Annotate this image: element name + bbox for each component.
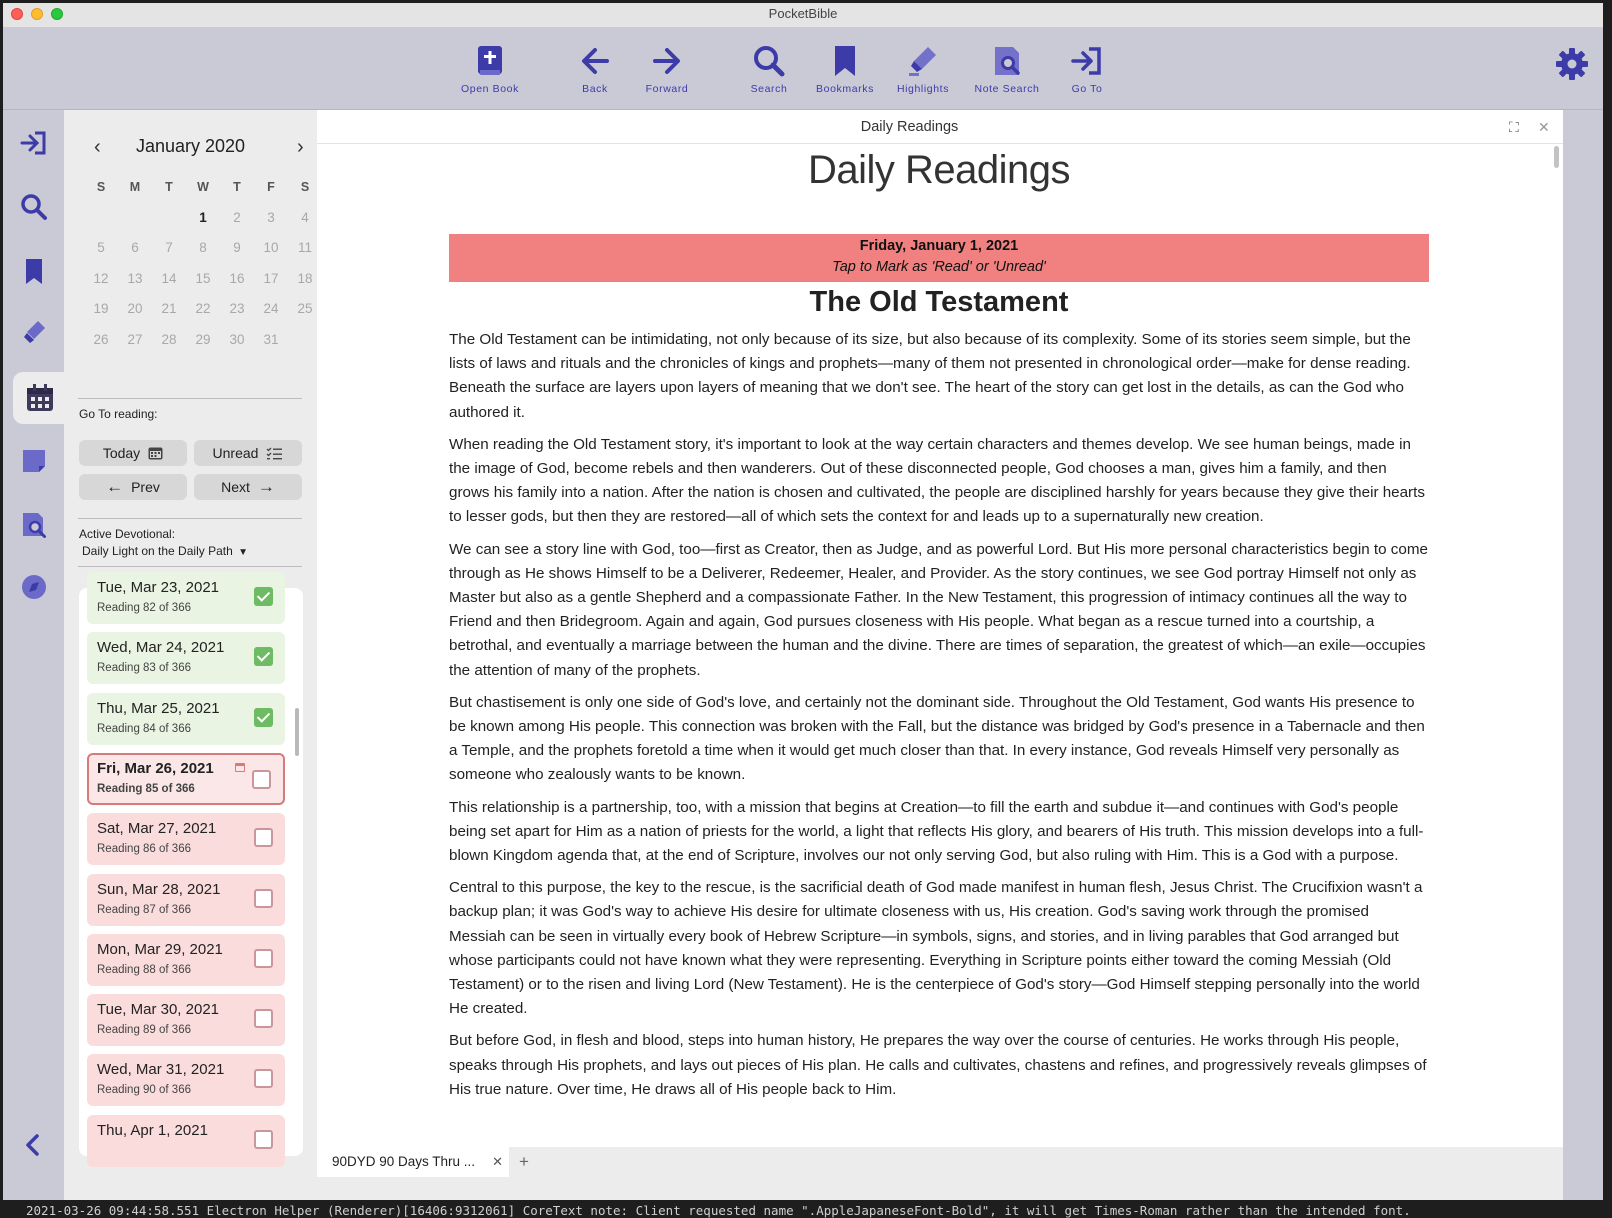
reading-number: Reading 88 of 366 xyxy=(97,963,191,976)
search-label: Search xyxy=(750,83,788,95)
main-toolbar xyxy=(3,27,1603,110)
arrow-right-icon: → xyxy=(257,477,275,496)
calendar-day[interactable]: 17 xyxy=(263,270,279,286)
weekday-label: T xyxy=(165,180,173,195)
divider xyxy=(78,518,302,519)
reading-paragraph: This relationship is a partnership, too, with a mission that begins at Creation—to fill the earth and subdue it—and continues with God's people being set apart for Him as a nation of priests for the world, a light that reflects His glory, and bearers of His truth. This mission develops into a full-blown Kingdom agenda that, at the end of Scripture, involves our not only serving God, but also ruling with Him. This is a God with a purpose. xyxy=(449,798,1424,865)
close-tab-icon[interactable]: ✕ xyxy=(492,1154,503,1169)
goto-icon[interactable] xyxy=(19,128,49,158)
calendar-day[interactable]: 16 xyxy=(229,270,245,286)
back-button[interactable] xyxy=(575,43,615,95)
weekday-label: S xyxy=(96,180,106,195)
calendar-week-row xyxy=(84,233,324,263)
reading-date: Thu, Apr 1, 2021 xyxy=(97,1121,208,1139)
calendar-month-label: January 2020 xyxy=(135,136,246,156)
calendar-day[interactable]: 13 xyxy=(127,270,143,286)
go-to-label: Go To xyxy=(1071,83,1103,95)
calendar-week-row xyxy=(84,202,324,232)
calendar-day[interactable]: 9 xyxy=(233,240,241,256)
calendar-day[interactable]: 19 xyxy=(93,301,109,317)
prev-label: Prev xyxy=(131,479,160,495)
reading-number: Reading 86 of 366 xyxy=(97,843,191,856)
goto-icon xyxy=(1069,43,1105,79)
calendar-day[interactable]: 18 xyxy=(297,270,313,286)
calendar-day[interactable]: 15 xyxy=(195,270,211,286)
today-label: Today xyxy=(102,445,141,461)
search-icon xyxy=(751,43,787,79)
reading-date: Mon, Mar 29, 2021 xyxy=(97,940,223,958)
reading-paragraph: But chastisement is only one side of God's love, and certainly not the dominant side. Throughout the Old Testament, God wants His presence to be known among His people. This connection was broken with the Fall, but the distance was bridged by God's presence in a Tabernacle and then a Temple, and the prophets foretold a time when it would get much closer than that. In every instance, God reveals Himself very personally as someone who zealously wants to be known. xyxy=(449,693,1425,784)
reading-body xyxy=(449,328,1429,1110)
calendar-day[interactable]: 12 xyxy=(93,270,109,286)
reading-list-item[interactable] xyxy=(87,572,285,624)
calendar-icon[interactable] xyxy=(25,383,55,413)
read-checkbox[interactable] xyxy=(254,949,273,968)
calendar-day[interactable]: 2 xyxy=(233,210,241,226)
reading-number: Reading 89 of 366 xyxy=(97,1024,191,1037)
chevron-down-icon: ▼ xyxy=(238,547,248,558)
reading-paragraph: When reading the Old Testament story, it's important to look at the way certain characters and themes develop. We see human beings, made in the image of God, become rebels and then wanderers. Out of these disconnected people, God chooses a man, gives him a family, and then grows his family into a nation. After the nation is chosen and cultivated, the people are disciplined harshly for years because they give their hearts to lesser gods, but then they are restored—all of which sets the context for and leads up to a supernaturally new creation. xyxy=(449,435,1425,526)
calendar-day[interactable]: 30 xyxy=(229,331,245,347)
calendar-day[interactable]: 4 xyxy=(301,210,309,226)
read-checkbox[interactable] xyxy=(252,770,271,789)
reading-list-item[interactable] xyxy=(87,994,285,1046)
bookmarks-button[interactable] xyxy=(813,43,877,95)
next-month-button[interactable]: › xyxy=(297,136,304,158)
calendar-day[interactable]: 24 xyxy=(263,301,279,317)
reading-list-item[interactable] xyxy=(87,1115,285,1167)
prev-reading-button[interactable] xyxy=(79,474,187,500)
left-rail xyxy=(3,110,64,1200)
read-checkbox[interactable] xyxy=(254,587,273,606)
window-title: PocketBible xyxy=(768,6,838,21)
reading-date: Sat, Mar 27, 2021 xyxy=(97,820,217,838)
calendar-day[interactable]: 26 xyxy=(93,331,109,347)
highlights-button[interactable] xyxy=(891,43,955,95)
banner-date: Friday, January 1, 2021 xyxy=(859,238,1019,254)
note-icon[interactable] xyxy=(19,446,49,476)
weekday-label: M xyxy=(129,180,141,195)
reading-date: Tue, Mar 23, 2021 xyxy=(97,579,220,596)
document-tab[interactable] xyxy=(317,1147,509,1177)
compass-icon[interactable] xyxy=(19,572,49,602)
next-label: Next xyxy=(221,479,250,495)
today-calendar-icon xyxy=(235,763,245,772)
active-devotional-label: Active Devotional: xyxy=(79,527,176,541)
calendar-day[interactable]: 6 xyxy=(131,240,139,256)
calendar-week-row xyxy=(84,263,324,293)
go-to-button[interactable] xyxy=(1067,43,1107,95)
read-checkbox[interactable] xyxy=(254,708,273,727)
note-search-icon xyxy=(989,43,1025,79)
unread-label: Unread xyxy=(212,445,259,461)
calendar-day[interactable]: 7 xyxy=(165,240,173,256)
reading-date: Tue, Mar 30, 2021 xyxy=(97,1001,220,1019)
reading-list-item[interactable] xyxy=(87,1054,285,1106)
reading-list-item[interactable] xyxy=(87,753,285,805)
banner-instruction: Tap to Mark as 'Read' or 'Unread' xyxy=(832,259,1046,275)
weekday-label: W xyxy=(197,180,209,195)
reading-number: Reading 90 of 366 xyxy=(97,1084,191,1097)
title-bar xyxy=(3,3,1603,27)
calendar-day[interactable]: 20 xyxy=(127,301,143,317)
calendar-day[interactable]: 28 xyxy=(161,331,177,347)
reading-list-item[interactable] xyxy=(87,693,285,745)
calendar-day[interactable]: 29 xyxy=(195,331,211,347)
daily-readings-pane xyxy=(317,110,1563,1200)
forward-label: Forward xyxy=(645,83,689,95)
reading-plan-sidebar xyxy=(64,110,317,1200)
calendar-day[interactable]: 27 xyxy=(127,331,143,347)
highlighter-icon xyxy=(905,43,941,79)
divider xyxy=(78,566,302,567)
calendar-day[interactable]: 5 xyxy=(97,240,105,256)
mark-read-banner[interactable] xyxy=(449,234,1429,282)
calendar-week-row xyxy=(84,294,324,324)
console-output: 2021-03-26 09:44:58.551 Electron Helper (Renderer)[16406:9312061] CoreText note: Client requested name ".AppleJapaneseFont-Bold", it will get Times-Roman rather than the intended font. xyxy=(0,1200,1612,1215)
reading-number: Reading 82 of 366 xyxy=(97,602,191,614)
read-checkbox[interactable] xyxy=(254,889,273,908)
reading-list[interactable] xyxy=(79,579,303,1156)
reading-date: Wed, Mar 31, 2021 xyxy=(97,1061,225,1079)
app-window xyxy=(3,3,1603,1200)
unread-button[interactable] xyxy=(194,440,302,466)
calendar-day[interactable]: 8 xyxy=(199,240,207,256)
pane-title: Daily Readings xyxy=(860,119,959,135)
reading-number: Reading 84 of 366 xyxy=(97,722,191,735)
reading-paragraph: Central to this purpose, the key to the rescue, is the sacrificial death of God made manifest in human flesh, Jesus Christ. The Crucifixion wasn't a backup plan; it was God's way to achieve His desire for ultimate closeness with us, His creation. God's saving work through the promised Messiah can be seen in virtually every book of Hebrew Scripture—in symbols, signs, and stories, and in living parables that God arranged but whose participants could not have known what they were representing. Everything in Scripture points either toward the coming Messiah (Old Testament) or to the risen and living Lord (New Testament). He is the centerpiece of God's story—God Himself stepping personally into the world He created. xyxy=(449,879,1423,1018)
add-tab-button[interactable]: + xyxy=(519,1152,529,1171)
minimize-window-button[interactable] xyxy=(31,8,43,20)
open-book-icon xyxy=(472,43,508,79)
calendar-grid xyxy=(84,172,324,354)
divider xyxy=(317,143,1563,144)
right-edge xyxy=(1563,110,1603,1200)
reading-number: Reading 85 of 366 xyxy=(97,782,195,795)
reading-list-item[interactable] xyxy=(87,632,285,684)
search-button[interactable] xyxy=(747,43,791,95)
read-checkbox[interactable] xyxy=(254,1130,273,1149)
reading-paragraph: We can see a story line with God, too—first as Creator, then as Judge, and as powerful Lord. But His more personal characteristics begin to come through as He shows Himself to be a Deliverer, Redeemer, Healer, and Provider. As the story continues, we see God portray Himself not only as Master but also as a gentle Shepherd and a compassionate Father. In the New Testament, this progression of intimacy continues all the way to Friend and then Bridegroom. Again and again, God pursues closeness with His people. What began as a rescue turned into a courtship, a betrothal, and eventually a marriage between the human and the divine. There are times of separation, the greatest of which—an exile—occupies the attention of many of the prophets. xyxy=(449,540,1428,679)
prev-month-button[interactable]: ‹ xyxy=(94,136,101,158)
reading-date: Thu, Mar 25, 2021 xyxy=(97,699,220,717)
reading-paragraph: But before God, in flesh and blood, steps into human history, He prepares the way over the course of centuries. He works through His people, speaks through His prophets, and lays out pieces of His plan. He calls and cultivates, chastens and refines, and progressively reveals glimpses of His true nature. Over time, He draws all of His people back to Him. xyxy=(449,1032,1427,1098)
weekday-header-row xyxy=(84,172,324,202)
weekday-label: T xyxy=(233,180,241,195)
calendar-day[interactable]: 22 xyxy=(195,301,211,317)
tab-bar xyxy=(317,1147,1563,1200)
arrow-right-icon xyxy=(649,43,685,79)
reading-list-item[interactable] xyxy=(87,934,285,986)
reading-list-scrollbar[interactable] xyxy=(295,708,299,756)
calendar-icon xyxy=(148,446,163,460)
next-reading-button[interactable] xyxy=(194,474,302,500)
reading-list-item[interactable] xyxy=(87,874,285,926)
open-book-button[interactable] xyxy=(458,43,522,95)
today-button[interactable] xyxy=(79,440,187,466)
read-checkbox[interactable] xyxy=(254,1069,273,1088)
calendar-day[interactable]: 10 xyxy=(263,240,279,256)
bookmarks-label: Bookmarks xyxy=(816,83,874,95)
checklist-icon xyxy=(266,446,283,460)
forward-button[interactable] xyxy=(643,43,691,95)
goto-reading-label: Go To reading: xyxy=(79,407,158,421)
reading-list-item[interactable] xyxy=(87,813,285,865)
arrow-left-icon: ← xyxy=(106,477,124,496)
bookmark-icon xyxy=(827,43,863,79)
collapse-sidebar-icon[interactable] xyxy=(19,1130,49,1160)
reading-date: Fri, Mar 26, 2021 xyxy=(97,759,214,777)
document-tab-label: 90DYD 90 Days Thru ... xyxy=(332,1154,476,1169)
highlighter-icon[interactable] xyxy=(19,318,49,348)
maximize-window-button[interactable] xyxy=(51,8,63,20)
arrow-left-icon xyxy=(577,43,613,79)
calendar-day[interactable]: 23 xyxy=(229,301,245,317)
reading-number: Reading 87 of 366 xyxy=(97,903,191,916)
divider xyxy=(78,398,302,399)
calendar-day[interactable]: 3 xyxy=(267,210,275,226)
devotional-selected-value: Daily Light on the Daily Path xyxy=(82,544,233,558)
back-label: Back xyxy=(582,83,608,95)
reading-paragraph: The Old Testament can be intimidating, not only because of its size, but also because of its complexity. Some of its stories seem simple, but the lists of laws and rituals and the chronicles of kings and prophets—many of them not presented in chronological order—make for dense reading. Beneath the surface are layers upon layers of meaning that we don't see. The heart of the story can get lost in the details, as can the God who authored it. xyxy=(449,331,1411,421)
bookmark-icon[interactable] xyxy=(19,256,49,286)
weekday-label: S xyxy=(300,180,310,195)
devotional-select[interactable] xyxy=(82,544,248,558)
gear-icon[interactable] xyxy=(1555,47,1589,81)
read-checkbox[interactable] xyxy=(254,1009,273,1028)
reading-number: Reading 83 of 366 xyxy=(97,662,191,675)
calendar-day[interactable]: 25 xyxy=(297,301,313,317)
calendar-day[interactable]: 1 xyxy=(199,210,207,226)
reading-date: Sun, Mar 28, 2021 xyxy=(97,880,221,898)
note-search-icon[interactable] xyxy=(19,510,49,540)
expand-icon[interactable]: ⛶ xyxy=(1509,119,1519,135)
calendar-week-row xyxy=(84,324,324,354)
weekday-label: F xyxy=(267,180,275,195)
search-icon[interactable] xyxy=(19,192,49,222)
close-window-button[interactable] xyxy=(11,8,23,20)
open-book-label: Open Book xyxy=(461,83,519,95)
read-checkbox[interactable] xyxy=(254,828,273,847)
note-search-button[interactable] xyxy=(969,43,1045,95)
section-heading: The Old Testament xyxy=(809,286,1069,318)
document-title: Daily Readings xyxy=(807,148,1071,192)
reading-date: Wed, Mar 24, 2021 xyxy=(97,639,225,657)
note-search-label: Note Search xyxy=(974,83,1040,95)
highlights-label: Highlights xyxy=(896,83,950,95)
calendar-day[interactable]: 31 xyxy=(263,331,279,347)
calendar-day[interactable]: 21 xyxy=(161,301,177,317)
close-pane-icon[interactable]: ✕ xyxy=(1538,119,1550,135)
read-checkbox[interactable] xyxy=(254,647,273,666)
calendar-day[interactable]: 14 xyxy=(161,270,177,286)
calendar-day[interactable]: 11 xyxy=(297,240,312,256)
